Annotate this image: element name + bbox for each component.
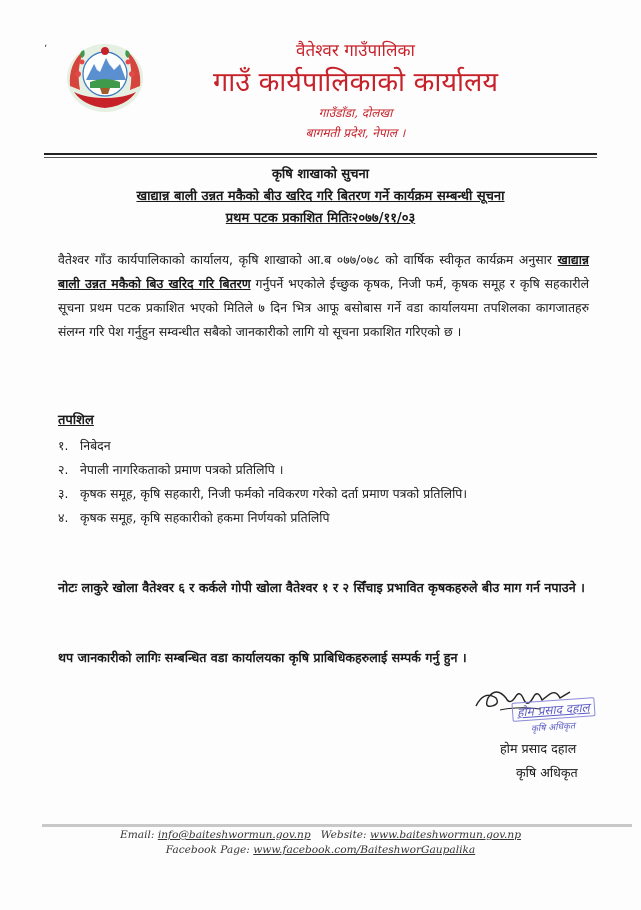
published-date: प्रथम पटक प्रकाशित मितिः२०७७/११/०३ <box>225 211 416 226</box>
header-divider <box>44 153 597 155</box>
subject-heading: खाद्यान्न बाली उन्नत मकैको बीउ खरिद गरि बितरण गर्ने कार्यक्रम सम्बन्धी सूचना <box>136 189 505 204</box>
details-list <box>58 434 598 530</box>
facebook-link[interactable]: www.facebook.com/BaiteshworGaupalika <box>253 844 476 856</box>
section-heading: कृषि शाखाको सुचना <box>271 167 370 182</box>
footer-divider <box>42 824 632 827</box>
list-item-number: ४. <box>58 510 69 525</box>
list-item-text: कृषक समूह, कृषि सहकारीको हकमा निर्णयको प्रतिलिपि <box>80 510 330 525</box>
list-item-text: नेपाली नागरिकताको प्रमाण पत्रको प्रतिलिपि । <box>80 462 284 477</box>
list-item-number: ३. <box>58 486 69 501</box>
body-part-2: गर्नुपर्ने भएकोले ईच्छुक कृषक, निजी फर्म, कृषक समूह र कृषि सहकारीले सूचना प्रथम पटक प्रकाशित भएको मितिले ७ दिन भित्र आफू बसोबास गर्ने वडा कार्यालयमा तपशिलका कागजातहरु संलग्न गरि पेश गर्नुहुन सम्वन्धीत सबैको जानकारीको लागि यो सूचना प्रकाशित गरिएको छ । <box>58 276 589 339</box>
stamp-name: होम प्रसाद दहाल <box>511 697 595 722</box>
list-item-number: १. <box>58 438 69 453</box>
signatory-title: कृषि अधिकृत <box>516 765 578 780</box>
address-line-2: बागमती प्रदेश, नेपाल । <box>305 126 406 140</box>
note-text: नोटः लाकुरे खोला वैतेश्वर ६ र कर्कले गोपी खोला वैतेश्वर १ र २ सिँचाइ प्रभावित कृषकहरुले बीउ माग गर्न नपाउने । <box>58 580 585 595</box>
website-link[interactable]: www.baiteshwormun.gov.np <box>370 829 522 841</box>
list-item-text: कृषक समूह, कृषि सहकारी, निजी फर्मको नविकरण गरेको दर्ता प्रमाण पत्रको प्रतिलिपि। <box>80 486 468 501</box>
footer-facebook <box>0 844 641 856</box>
list-item <box>58 482 598 506</box>
list-item <box>58 458 598 482</box>
address-line-1: गाउँडाँडा, दोलखा <box>318 106 393 120</box>
signature-stamp <box>488 700 618 738</box>
more-info-text: थप जानकारीको लागिः सम्बन्धित वडा कार्यालयका कृषि प्राबिधिकहरुलाई सम्पर्क गर्नु हुन । <box>58 650 467 665</box>
footer-contact <box>0 829 641 841</box>
list-item <box>58 434 598 458</box>
header-divider-thin <box>44 157 597 158</box>
stamp-title: कृषि अधिकृत <box>530 721 576 735</box>
email-label: Email: <box>119 829 155 841</box>
municipality-name: वैतेश्वर गाउँपालिका <box>296 41 415 61</box>
list-item <box>58 506 598 530</box>
body-highlight: खाद्यान्न बाली उन्नत मकैको बिउ खरिद गरि बितरण <box>58 252 589 291</box>
details-title: तपशिल <box>58 413 94 428</box>
website-label: Website: <box>320 829 367 841</box>
notice-body <box>58 248 589 344</box>
facebook-label: Facebook Page: <box>165 844 250 856</box>
stray-mark: ʼ <box>44 44 48 55</box>
list-item-text: निबेदन <box>80 438 111 453</box>
signatory-name: होम प्रसाद दहाल <box>500 741 577 756</box>
office-name: गाउँ कार्यपालिकाको कार्यालय <box>213 67 498 98</box>
body-part-1: वैतेश्वर गाँउ कार्यपालिकाको कार्यालय, कृषि शाखाको आ.ब ०७७/०७८ को वार्षिक स्वीकृत कार्यक्रम अनुसार <box>58 252 558 267</box>
email-link[interactable]: info@baiteshwormun.gov.np <box>157 829 311 841</box>
list-item-number: २. <box>58 462 69 477</box>
